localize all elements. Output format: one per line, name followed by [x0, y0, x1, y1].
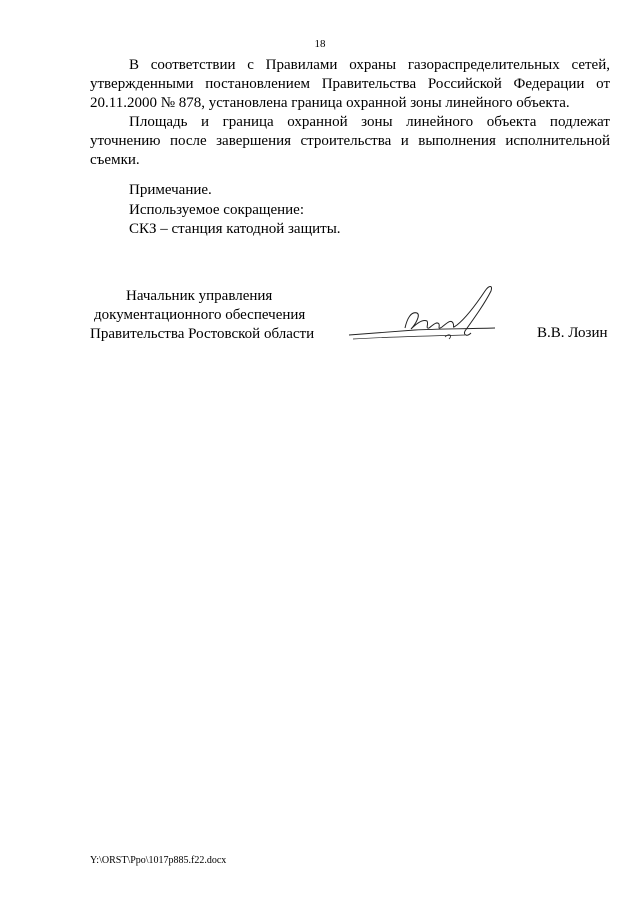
note-subtitle: Используемое сокращение: [129, 201, 304, 218]
position-line-3: Правительства Ростовской области [90, 326, 315, 342]
paragraph-protection-rules: В соответствии с Правилами охраны газораспределительных сетей, утвержденными постановлением Правительства Российской Федерации от 20.11.2000 № 878, установлена граница охранной зоны линейного объекта. [90, 57, 610, 111]
paragraph-area-clarification: Площадь и граница охранной зоны линейного объекта подлежат уточнению после завершения строительства и выполнения исполнительной съемки. [90, 114, 610, 168]
document-body [90, 56, 610, 170]
position-line-1: Начальник управления [126, 288, 273, 304]
footer-file-path: Y:\ORST\Ppo\1017p885.f22.docx [90, 855, 227, 866]
signatory-position [90, 287, 314, 344]
note-section [129, 181, 341, 240]
note-title: Примечание. [129, 182, 212, 198]
note-abbreviation: СКЗ – станция катодной защиты. [129, 221, 341, 237]
handwritten-signature [345, 283, 505, 345]
page-number: 18 [314, 38, 326, 50]
position-line-2: документационного обеспечения [94, 307, 306, 323]
signer-name: В.В. Лозин [537, 325, 608, 341]
